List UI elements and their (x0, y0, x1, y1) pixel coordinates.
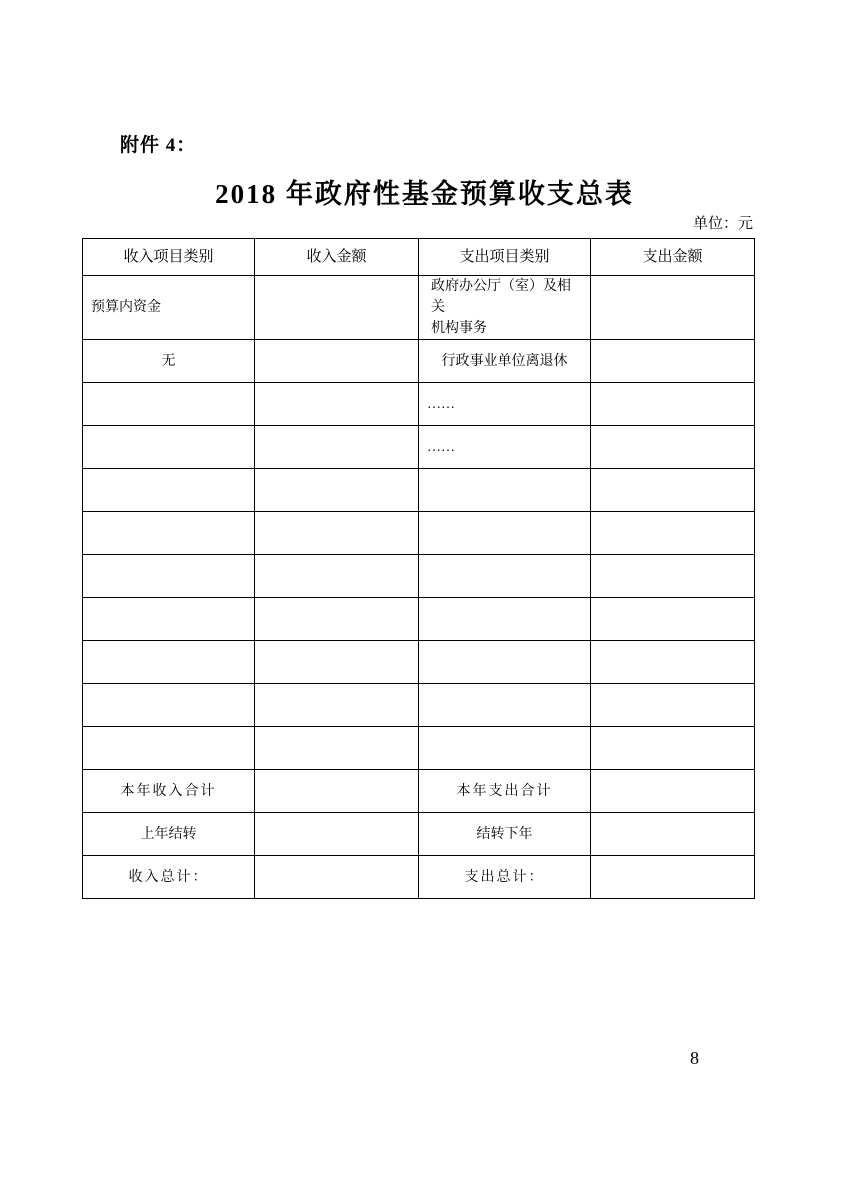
cell-carryover-next-label: 结转下年 (419, 813, 591, 856)
cell-expense-category-line2: 机构事务 (431, 321, 487, 336)
cell-income-amount (255, 340, 419, 383)
cell-expense-amount (591, 469, 755, 512)
table-total-row (83, 770, 755, 813)
unit-note: 单位：元 (692, 216, 753, 232)
cell-expense-category-line1: 政府办公厅（室）及相关 (431, 279, 571, 315)
cell-expense-category (419, 555, 591, 598)
budget-table (82, 238, 755, 899)
cell-income-amount (255, 598, 419, 641)
cell-income-amount (255, 727, 419, 770)
column-header-expense-category: 支出项目类别 (419, 239, 591, 276)
table-row (83, 276, 755, 340)
cell-expense-category (419, 512, 591, 555)
cell-income-category (83, 512, 255, 555)
table-row (83, 383, 755, 426)
table-row (83, 555, 755, 598)
cell-expense-category: …… (419, 383, 591, 426)
cell-expense-amount (591, 555, 755, 598)
cell-income-category (83, 383, 255, 426)
cell-carryover-next-amount (591, 813, 755, 856)
cell-income-total-label: 本年收入合计 (83, 770, 255, 813)
cell-expense-category (419, 469, 591, 512)
cell-income-category (83, 555, 255, 598)
table-grandtotal-row (83, 856, 755, 899)
cell-income-amount (255, 684, 419, 727)
cell-income-amount (255, 383, 419, 426)
cell-income-category (83, 469, 255, 512)
cell-carryover-prior-label: 上年结转 (83, 813, 255, 856)
cell-income-amount (255, 469, 419, 512)
cell-expense-total-label: 本年支出合计 (419, 770, 591, 813)
cell-expense-category (419, 598, 591, 641)
cell-income-category (83, 641, 255, 684)
cell-expense-category (419, 684, 591, 727)
cell-expense-amount (591, 340, 755, 383)
table-carryover-row (83, 813, 755, 856)
attachment-label: 附件 4： (120, 135, 197, 156)
cell-income-amount (255, 426, 419, 469)
cell-expense-category (419, 276, 591, 340)
cell-income-category: 预算内资金 (83, 276, 255, 340)
table-row (83, 727, 755, 770)
column-header-income-amount: 收入金额 (255, 239, 419, 276)
cell-expense-amount (591, 598, 755, 641)
page-title: 2018 年政府性基金预算收支总表 (215, 179, 634, 209)
table-row (83, 426, 755, 469)
cell-income-category (83, 598, 255, 641)
cell-expense-category (419, 727, 591, 770)
column-header-income-category: 收入项目类别 (83, 239, 255, 276)
table-row (83, 598, 755, 641)
cell-income-category (83, 426, 255, 469)
cell-income-amount (255, 641, 419, 684)
table-row (83, 469, 755, 512)
table-row (83, 340, 755, 383)
cell-expense-total-amount (591, 770, 755, 813)
cell-expense-grandtotal-label: 支出总计： (419, 856, 591, 899)
table-row (83, 684, 755, 727)
cell-income-grandtotal-label: 收入总计： (83, 856, 255, 899)
cell-carryover-prior-amount (255, 813, 419, 856)
table-header-row (83, 239, 755, 276)
cell-income-amount (255, 276, 419, 340)
cell-income-total-amount (255, 770, 419, 813)
column-header-expense-amount: 支出金额 (591, 239, 755, 276)
cell-expense-amount (591, 684, 755, 727)
cell-income-category (83, 727, 255, 770)
cell-expense-amount (591, 641, 755, 684)
table-row (83, 512, 755, 555)
cell-expense-amount (591, 512, 755, 555)
cell-expense-category: …… (419, 426, 591, 469)
cell-income-amount (255, 555, 419, 598)
cell-expense-grandtotal-amount (591, 856, 755, 899)
cell-income-category: 无 (83, 340, 255, 383)
cell-expense-amount (591, 383, 755, 426)
cell-income-amount (255, 512, 419, 555)
page-number: 8 (690, 1048, 699, 1068)
cell-expense-amount (591, 727, 755, 770)
cell-income-grandtotal-amount (255, 856, 419, 899)
cell-expense-category (419, 641, 591, 684)
cell-expense-amount (591, 276, 755, 340)
table-row (83, 641, 755, 684)
cell-expense-amount (591, 426, 755, 469)
cell-income-category (83, 684, 255, 727)
cell-expense-category: 行政事业单位离退休 (419, 340, 591, 383)
